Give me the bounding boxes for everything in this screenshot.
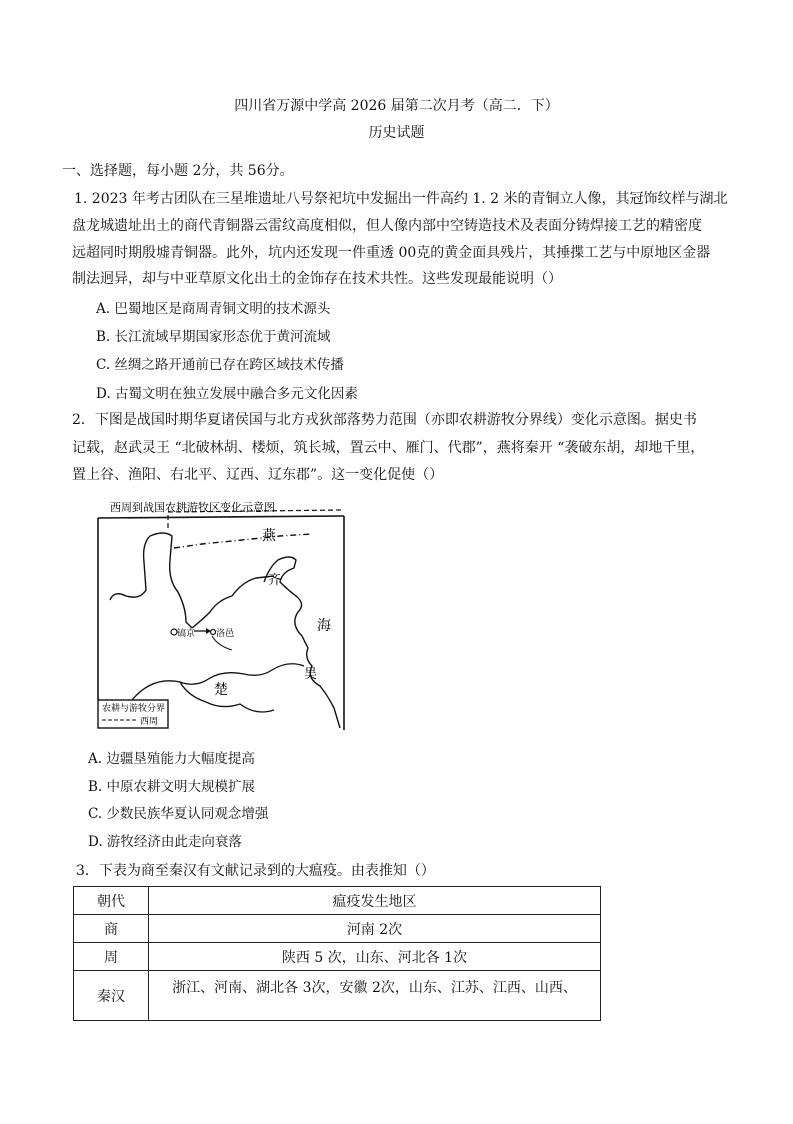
state-qi-label: 齐 — [268, 573, 282, 588]
question-1-line: 盘龙城遗址出土的商代青铜器云雷纹高度相似，但人像内部中空铸造技术及表面分铸焊接工艺的精密度 — [72, 218, 702, 234]
table-cell: 秦汉 — [74, 971, 149, 1021]
section-heading: 一、选择题，每小题 2分，共 56分。 — [62, 163, 294, 179]
sea-label: 海 — [317, 618, 331, 634]
table-cell: 商 — [74, 915, 149, 943]
table-cell: 浙江、河南、湖北各 3次，安徽 2次，山东、江苏、江西、山西、 — [149, 971, 601, 1021]
question-2-line: 记载，赵武灵王 “北破林胡、楼烦，筑长城，置云中、雁门、代郡”，燕将秦开 “袭破东胡，却地千里， — [72, 440, 705, 456]
legend-label: 农耕与游牧分界 — [102, 704, 166, 714]
question-2-option-c: C. 少数民族华夏认同观念增强 — [88, 806, 269, 822]
question-2-line: 置上谷、渔阳、右北平、辽西、辽东郡”。这一变化促使（） — [72, 467, 444, 483]
exam-subtitle: 历史试题 — [368, 125, 425, 141]
table-cell: 河南 2次 — [149, 915, 601, 943]
warring-states-map — [92, 500, 348, 732]
table-header-cell: 瘟疫发生地区 — [149, 887, 601, 915]
table-header-cell: 朝代 — [74, 887, 149, 915]
legend-zhou-label: 西周 — [140, 717, 159, 727]
question-1-line: 远超同时期殷墟青铜器。此外，坑内还发现一件重透 00克的黄金面具残片，其捶揲工艺与中原地区金器 — [72, 245, 711, 261]
table-row — [74, 915, 601, 943]
luoyi-marker-icon — [211, 630, 216, 635]
state-yan-label: 燕 — [262, 528, 276, 544]
question-1-option-c: C. 丝绸之路开通前已存在跨区域技术传播 — [96, 357, 344, 373]
yellow-river-path — [110, 533, 274, 628]
question-1-option-b: B. 长江流域早期国家形态优于黄河流域 — [96, 329, 331, 345]
question-1-line: 制法迥异，却与中亚草原文化出土的金饰存在技术共性。这些发现最能说明（） — [72, 271, 562, 287]
luoyi-label: 洛邑 — [216, 629, 235, 639]
state-wu-label: 吴 — [304, 667, 318, 682]
map-title: 西周到战国农耕游牧区变化示意图 — [110, 501, 275, 514]
question-2-line: 2．下图是战国时期华夏诸侯国与北方戎狄部落势力范围（亦即农耕游牧分界线）变化示意图。据史书 — [72, 412, 697, 428]
question-2-option-a: A. 边疆垦殖能力大幅度提高 — [88, 751, 255, 767]
question-1-option-d: D. 古蜀文明在独立发展中融合多元文化因素 — [96, 386, 358, 402]
question-2-option-d: D. 游牧经济由此走向衰落 — [88, 834, 242, 850]
table-row — [74, 971, 601, 1021]
exam-title: 四川省万源中学高 2026 届第二次月考（高二．下） — [234, 98, 559, 114]
question-1-line: 1. 2023 年考古团队在三星堆遗址八号祭祀坑中发掘出一件高约 1. 2 米的青铜立人像，其冠饰纹样与湖北 — [74, 191, 728, 207]
question-3-stem: 3．下表为商至秦汉有文献记录到的大瘟疫。由表推知（） — [76, 863, 435, 879]
state-chu-label: 楚 — [214, 682, 228, 698]
haojing-label: 镐京 — [177, 629, 196, 639]
plague-table — [73, 886, 601, 1021]
question-2-option-b: B. 中原农耕文明大规模扩展 — [88, 779, 256, 795]
question-1-option-a: A. 巴蜀地区是商周青铜文明的技术源头 — [96, 301, 331, 317]
table-cell: 周 — [74, 943, 149, 971]
table-header-row — [74, 887, 601, 915]
zhou-boundary-line — [174, 534, 312, 548]
table-cell: 陕西 5 次，山东、河北各 1次 — [149, 943, 601, 971]
table-row — [74, 943, 601, 971]
